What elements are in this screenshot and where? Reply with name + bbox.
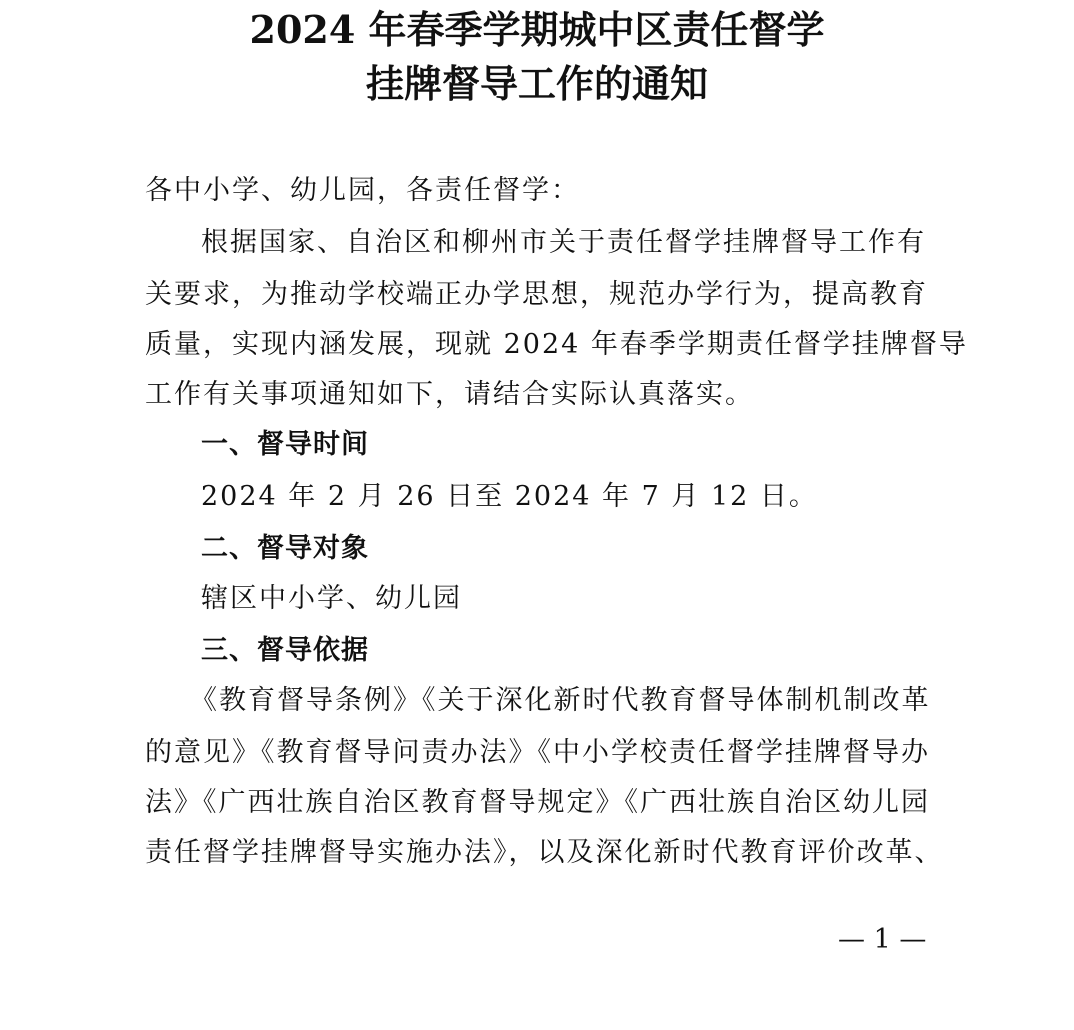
section-heading-supervision-target: 二、督导对象: [201, 533, 369, 564]
section-body-line: 法》《广西壮族自治区教育督导规定》《广西壮族自治区幼儿园: [145, 787, 930, 818]
section-body-supervision-time: 2024 年 2 月 26 日至 2024 年 7 月 12 日。: [201, 481, 818, 512]
salutation: 各中小学、幼儿园，各责任督学：: [145, 175, 580, 206]
intro-paragraph-line: 工作有关事项通知如下，请结合实际认真落实。: [145, 379, 754, 410]
document-title-line-2: 挂牌督导工作的通知: [365, 61, 708, 106]
section-heading-supervision-basis: 三、督导依据: [201, 635, 369, 666]
document-title-line-1: 2024 年春季学期城中区责任督学: [249, 7, 825, 52]
section-heading-supervision-time: 一、督导时间: [201, 429, 369, 460]
page-number: — 1 —: [838, 924, 927, 955]
section-body-line: 责任督学挂牌督导实施办法》，以及深化新时代教育评价改革、: [145, 837, 944, 868]
section-body-line: 《教育督导条例》《关于深化新时代教育督导体制机制改革: [190, 685, 931, 716]
section-body-line: 的意见》《教育督导问责办法》《中小学校责任督学挂牌督导办: [145, 737, 930, 768]
intro-paragraph-line: 质量，实现内涵发展，现就 2024 年春季学期责任督学挂牌督导: [145, 329, 968, 360]
section-body-supervision-target: 辖区中小学、幼儿园: [201, 583, 462, 614]
intro-paragraph-line: 关要求，为推动学校端正办学思想，规范办学行为，提高教育: [145, 279, 928, 310]
intro-paragraph-line: 根据国家、自治区和柳州市关于责任督学挂牌督导工作有: [201, 227, 926, 258]
